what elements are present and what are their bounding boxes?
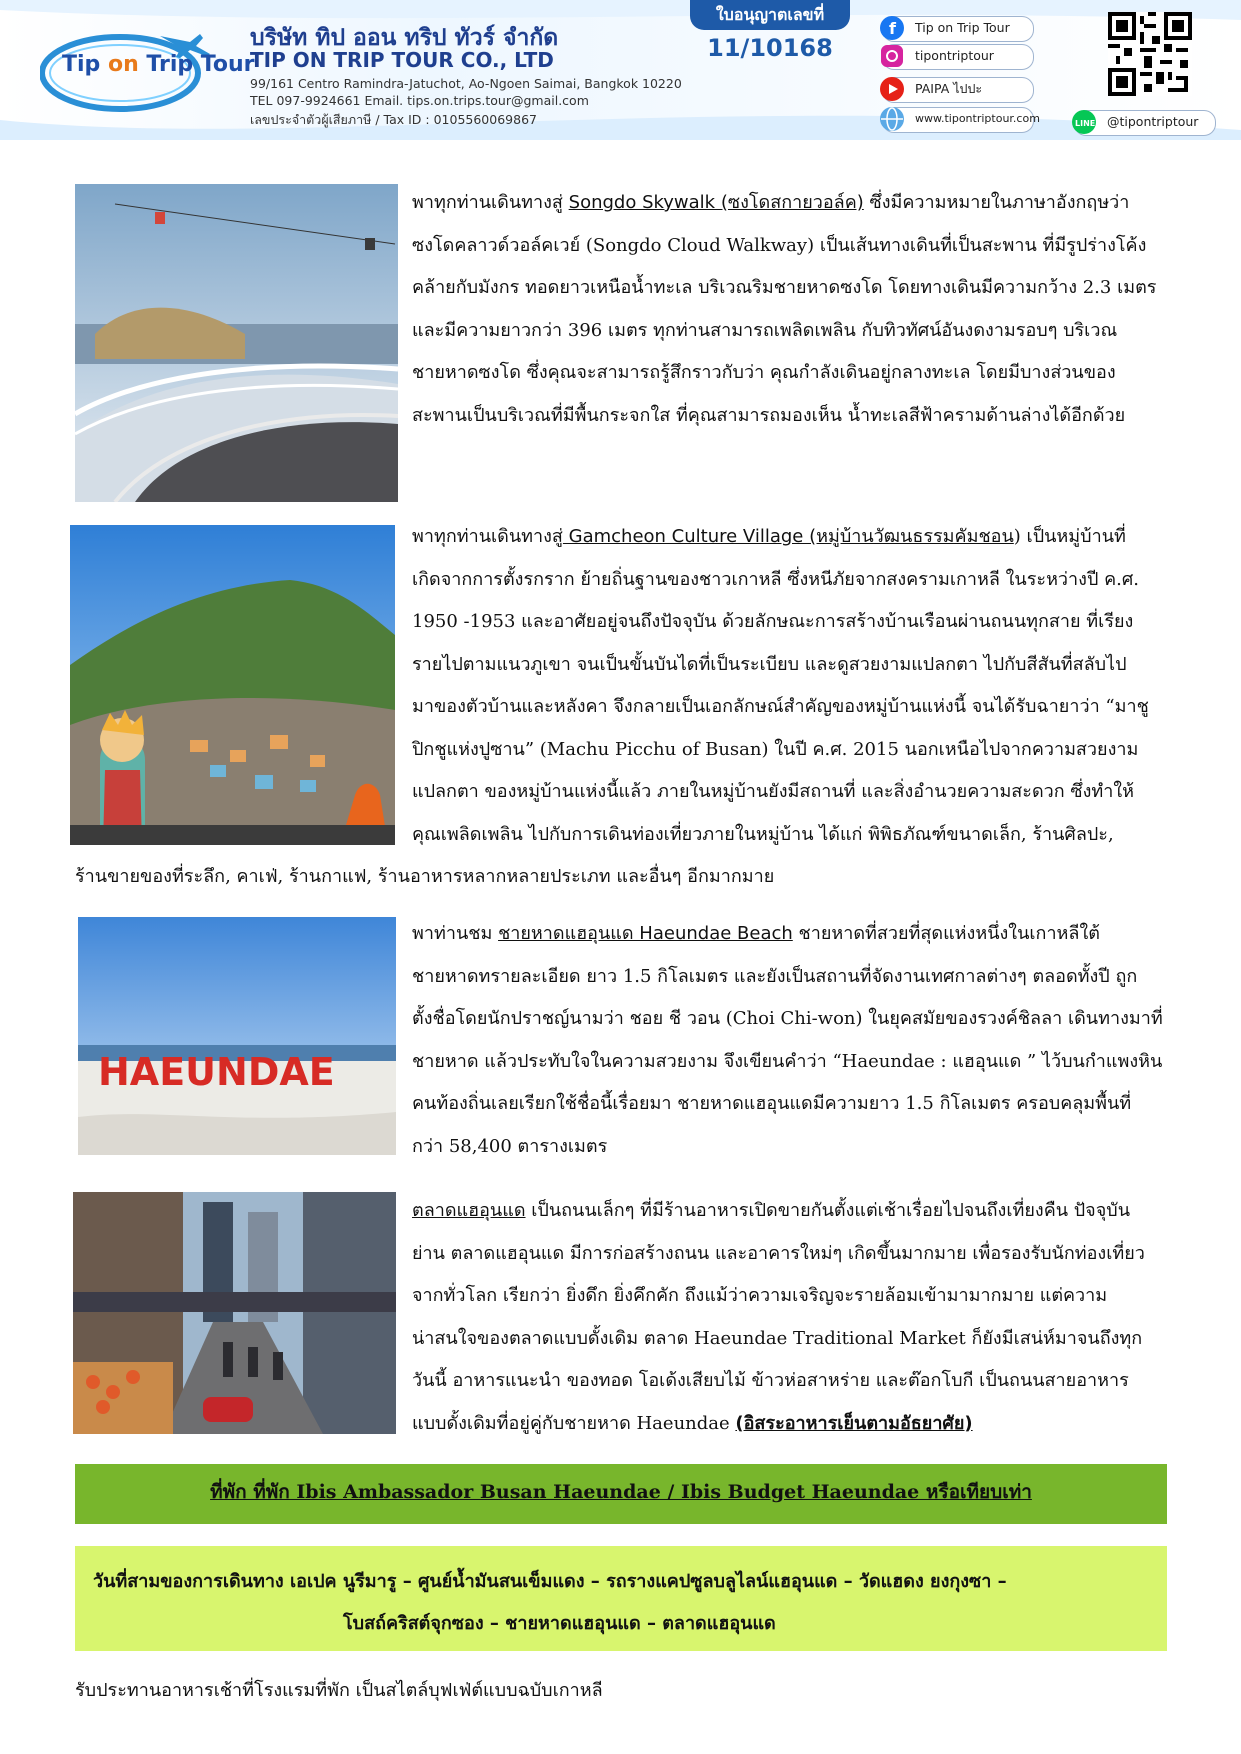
hotel-banner [75, 1464, 1167, 1524]
beach-title: ชายหาดแฮอุนแด Haeundae Beach [498, 923, 793, 944]
company-name-thai: บริษัท ทิป ออน ทริป ทัวร์ จำกัด [250, 25, 559, 51]
day-three-line-2: โบสถ์คริสต์จุกซอง – ชายหาดแฮอุนแด – ตลาดแฮอุนแด [343, 1613, 776, 1634]
svg-text:f: f [889, 19, 896, 38]
songdo-line-3: คล้ายกับมังกร ทอดยาวเหนือน้ำทะเล บริเวณริมชายหาดซงโด โดยทางเดินมีความกว้าง 2.3 เมตร [412, 277, 1157, 298]
songdo-line-1: ซึ่งมีความหมายในภาษาอังกฤษว่า [863, 192, 1130, 213]
svg-text:LINE: LINE [1075, 119, 1096, 128]
company-contact: TEL 097-9924661 Email. tips.on.trips.tour@gmail.com [250, 93, 589, 108]
social-website-label: www.tipontriptour.com [915, 112, 1040, 125]
social-facebook-label: Tip on Trip Tour [915, 20, 1010, 35]
gamcheon-line-5: มาของตัวบ้านและหลังคา จึงกลายเป็นเอกลักษณ์สำคัญของหมู่บ้านแห่งนี้ จนได้รับฉายาว่า “มาชู [412, 696, 1149, 717]
market-line-1: เป็นถนนเล็กๆ ที่มีร้านอาหารเปิดขายกันตั้งแต่เช้าเรื่อยไปจนถึงเที่ยงคืน ปัจจุบัน [525, 1200, 1131, 1221]
gamcheon-description [412, 516, 1172, 856]
gamcheon-line-6: ปิกชูแห่งปูซาน” (Machu Picchu of Busan) ในปี ค.ศ. 2015 นอกเหนือไปจากความสวยงาม [412, 738, 1139, 760]
social-facebook[interactable] [882, 16, 1034, 42]
logo-text: Tip on Trip Tour [62, 52, 255, 77]
market-line-4: น่าสนใจของตลาดแบบดั้งเดิม ตลาด Haeundae Traditional Market ก็ยังมีเสน่ห์มาจนถึงทุก [412, 1327, 1143, 1349]
social-instagram[interactable] [882, 44, 1034, 70]
globe-icon [879, 106, 905, 132]
dinner-note: (อิสระอาหารเย็นตามอัธยาศัย) [735, 1412, 973, 1434]
market-line-6: แบบดั้งเดิมที่อยู่คู่กับชายหาด Haeundae [412, 1412, 736, 1434]
instagram-icon [879, 43, 905, 69]
social-line-label: @tipontriptour [1107, 114, 1199, 129]
social-youtube-label: PAIPA ไปปะ [915, 81, 983, 96]
beach-intro: พาท่านชม [412, 923, 499, 944]
market-title: ตลาดแฮอุนแด [412, 1200, 526, 1221]
company-address: 99/161 Centro Ramindra-Jatuchot, Ao-Ngoen Saimai, Bangkok 10220 [250, 76, 682, 91]
beach-line-1: ชายหาดที่สวยที่สุดแห่งหนึ่งในเกาหลีใต้ [792, 923, 1100, 944]
company-name-english: TIP ON TRIP TOUR CO., LTD [250, 48, 554, 72]
breakfast-note: รับประทานอาหารเช้าที่โรงแรมที่พัก เป็นสไตล์บุฟเฟ่ต์แบบฉบับเกาหลี [75, 1680, 603, 1701]
gamcheon-intro: พาทุกท่านเดินทางสู่ [412, 526, 563, 547]
haeundae-beach-photo [78, 917, 396, 1155]
songdo-line-6: สะพานเป็นบริเวณที่มีพื้นกระจกใส ที่คุณสามารถมองเห็น น้ำทะเลสีฟ้าครามด้านล่างได้อีกด้วย [412, 404, 1126, 426]
company-tax-id: เลขประจำตัวผู้เสียภาษี / Tax ID : 0105560069867 [250, 112, 537, 127]
qr-code-icon [1108, 12, 1192, 96]
haeundae-market-photo [73, 1192, 396, 1434]
haeundae-sign: HAEUNDAE [98, 1050, 335, 1094]
songdo-description [412, 182, 1172, 437]
beach-line-3: ตั้งชื่อโดยนักปราชญ์นามว่า ชอย ชี วอน (Choi Chi-won) ในยุคสมัยของรวงค์ชิลลา เดินทางมาที่ [412, 1008, 1163, 1029]
haeundae-market-description [412, 1190, 1172, 1445]
social-instagram-label: tipontriptour [915, 48, 994, 63]
songdo-line-5: ชายหาดซงโด ซึ่งคุณจะสามารถรู้สึกราวกับว่า คุณกำลังเดินอยู่กลางทะเล โดยมีบางส่วนของ [412, 362, 1116, 383]
beach-line-2: ชายหาดทรายละเอียด ยาว 1.5 กิโลเมตร และยังเป็นสถานที่จัดงานเทศกาลต่างๆ ตลอดทั้งปี ถูก [412, 965, 1138, 987]
songdo-line-4: และมีความยาวกว่า 396 เมตร ทุกท่านสามารถเพลิดเพลิน กับทิวทัศน์อันงดงามรอบๆ บริเวณ [412, 319, 1118, 341]
gamcheon-line-1: ) เป็นหมู่บ้านที่ [1013, 526, 1126, 547]
gamcheon-line-8: คุณเพลิดเพลิน ไปกับการเดินท่องเที่ยวภายในหมู่บ้าน ได้แก่ พิพิธภัณฑ์ขนาดเล็ก, ร้านศิลปะ, [412, 823, 1114, 845]
license-block [690, 0, 850, 70]
beach-line-4: ชายหาด แล้วประทับใจในความสวยงาม จึงเขียนคำว่า “Haeundae : แฮอุนแด ” ไว้บนกำแพงหิน [412, 1050, 1163, 1072]
social-website[interactable] [882, 107, 1040, 133]
social-youtube[interactable] [882, 77, 1034, 103]
youtube-icon [879, 76, 905, 102]
gamcheon-line-2: เกิดจากการตั้งรกราก ย้ายถิ่นฐานของชาวเกาหลี ซึ่งหนีภัยจากสงครามเกาหลี ในระหว่างปี ค.ศ. [412, 568, 1139, 590]
day-three-banner [75, 1546, 1167, 1651]
songdo-intro: พาทุกท่านเดินทางสู่ [412, 192, 569, 213]
beach-line-6: กว่า 58,400 ตารางเมตร [412, 1135, 608, 1157]
facebook-icon [879, 15, 905, 41]
gamcheon-village-photo [70, 525, 395, 845]
songdo-line-2: ซงโดคลาวด์วอล์คเวย์ (Songdo Cloud Walkway) เป็นเส้นทางเดินที่เป็นสะพาน ที่มีรูปร่างโค้ง [412, 234, 1147, 256]
market-line-2: ย่าน ตลาดแฮอุนแด มีการก่อสร้างถนน และอาคารใหม่ๆ เกิดขึ้นมากมาย เพื่อรองรับนักท่องเที่ยว [412, 1242, 1145, 1264]
letterhead [0, 0, 1241, 140]
license-number: 11/10168 [707, 34, 833, 62]
license-label: ใบอนุญาตเลขที่ [690, 0, 850, 30]
haeundae-beach-description [412, 913, 1172, 1168]
gamcheon-tail: ร้านขายของที่ระลึก, คาเฟ่, ร้านกาแฟ, ร้านอาหารหลากหลายประเภท และอื่นๆ อีกมากมาย [75, 866, 775, 887]
gamcheon-line-7: แปลกตา ของหมู่บ้านแห่งนี้แล้ว ภายในหมู่บ้านยังมีสถานที่ และสิ่งอำนวยความสะดวก ซึ่งทำให้ [412, 781, 1135, 802]
market-line-3: จากทั่วโลก เรียกว่า ยิ่งดึก ยิ่งคึกคัก ถึงแม้ว่าความเจริญจะรายล้อมเข้ามามากมาย แต่ความ [412, 1285, 1108, 1306]
beach-line-5: คนท้องถิ่นเลยเรียกใช้ชื่อนี้เรื่อยมา ชายหาดแฮอุนแดมีความยาว 1.5 กิโลเมตร ครอบคลุมพื้นที่ [412, 1093, 1132, 1114]
gamcheon-line-3: 1950 -1953 และอาศัยอยู่จนถึงปัจจุบัน ด้วยลักษณะการสร้างบ้านเรือนผ่านถนนทุกสาย ที่เรียง [412, 611, 1134, 632]
gamcheon-title: Gamcheon Culture Village (หมู่บ้านวัฒนธรรมคัมชอน [562, 526, 1014, 547]
day-three-line-1: วันที่สามของการเดินทาง เอเปค นูรีมารู – ศูนย์น้ำมันสนเข็มแดง – รถรางแคปซูลบลูไลน์แฮอุนแด – วัดแฮดง ยงกุงซา – [93, 1571, 1007, 1592]
market-line-5: วันนี้ อาหารแนะนำ ของทอด โอเด้งเสียบไม้ ข้าวห่อสาหร่าย และต๊อกโบกี เป็นถนนสายอาหาร [412, 1370, 1129, 1391]
songdo-skywalk-photo [75, 184, 398, 502]
gamcheon-line-4: รายไปตามแนวภูเขา จนเป็นขั้นบันไดที่เป็นระเบียบ และดูสวยงามแปลกตา ไปกับสีสันที่สลับไป [412, 653, 1127, 675]
social-line[interactable] [1074, 110, 1216, 136]
songdo-title: Songdo Skywalk (ซงโดสกายวอล์ค) [568, 192, 864, 213]
hotel-text: ที่พัก ที่พัก Ibis Ambassador Busan Haeundae / Ibis Budget Haeundae หรือเทียบเท่า [210, 1481, 1032, 1503]
line-icon [1071, 109, 1097, 135]
